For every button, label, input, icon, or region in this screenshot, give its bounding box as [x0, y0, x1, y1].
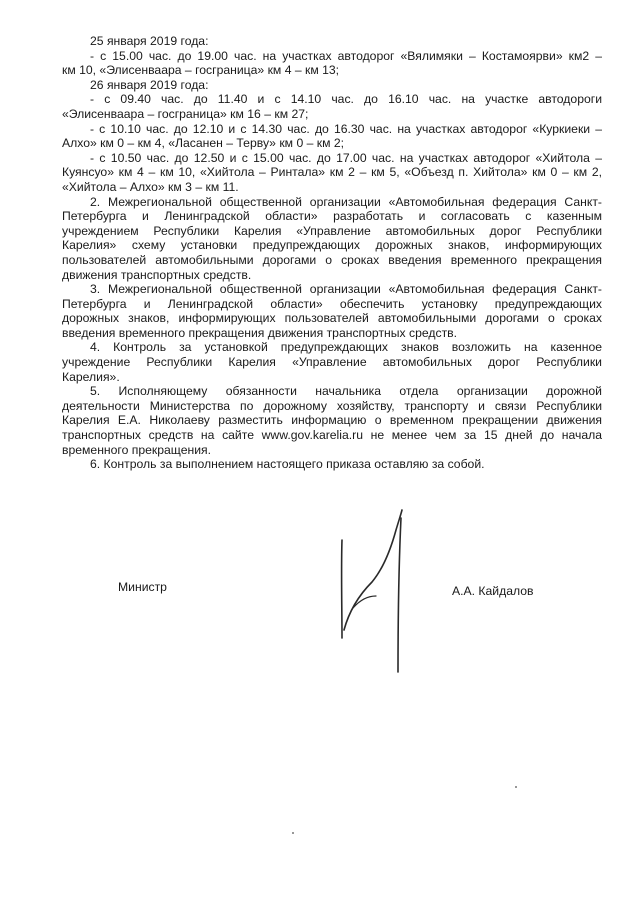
document-line: движения транспортных средств. [62, 267, 252, 282]
document-line: 25 января 2019 года: [90, 34, 209, 48]
document-line: учреждением Республики Карелия «Управление автомобильных дорог Республики [62, 223, 602, 238]
document-line: «Элисенваара – госграница» км 16 – км 27; [62, 106, 309, 121]
document-line: учреждение Республики Карелия «Управление автомобильных дорог Республики [62, 355, 602, 370]
document-line: - с 09.40 час. до 11.40 и с 14.10 час. до 16.10 час. на участке автодороги [90, 92, 602, 107]
document-line: 5. Исполняющему обязанности начальника отдела организации дорожной [90, 384, 602, 399]
document-line: Карелия» схему установки предупреждающих дорожных знаков, информирующих [62, 238, 602, 253]
document-line: 4. Контроль за установкой предупреждающих знаков возложить на казенное [90, 340, 602, 355]
document-line: Куянсуо» км 4 – км 10, «Хийтола – Ринтала» км 2 – км 5, «Объезд п. Хийтола» км 0 – км 2, [62, 165, 602, 180]
document-line: - с 15.00 час. до 19.00 час. на участках автодорог «Вялимяки – Костамоярви» км2 – [90, 48, 602, 63]
scan-speck [515, 786, 517, 788]
document-line: 2. Межрегиональной общественной организации «Автомобильная федерация Санкт- [90, 194, 602, 209]
document-line: - с 10.10 час. до 12.10 и с 14.30 час. до 16.30 час. на участках автодорог «Куркиеки – [90, 121, 602, 136]
document-line: 3. Межрегиональной общественной организации «Автомобильная федерация Санкт- [90, 282, 602, 297]
document-line: деятельности Министерства по дорожному хозяйству, транспорту и связи Республики [62, 398, 602, 413]
signer-name: А.А. Кайдалов [452, 584, 534, 598]
document-line: «Хийтола – Алхо» км 3 – км 11. [62, 179, 239, 194]
document-line: временного прекращения. [62, 442, 212, 457]
document-line: транспортных средств на сайте www.gov.karelia.ru не менее чем за 15 дней до начала [62, 428, 602, 443]
document-line: Петербурга и Ленинградской области» обеспечить установку предупреждающих [62, 296, 602, 311]
document-line: пользователей автомобильными дорогами о сроках введения временного прекращения [62, 252, 602, 267]
document-line: Алхо» км 0 – км 4, «Ласанен – Терву» км 0 – км 2; [62, 136, 345, 151]
document-line: дорожных знаков, информирующих пользователей автомобильными дорогами о сроках [62, 311, 602, 326]
document-line: км 10, «Элисенваара – госграница» км 4 – км 13; [62, 63, 340, 78]
document-line: - с 10.50 час. до 12.50 и с 15.00 час. до 17.00 час. на участках автодорог «Хийтола – [90, 150, 602, 165]
position-title: Министр [118, 580, 167, 594]
document-line: Карелия». [62, 369, 120, 384]
document-line: Петербурга и Ленинградской области» разработать и согласовать с казенным [62, 209, 602, 224]
document-line: введения временного прекращения движения транспортных средств. [62, 325, 458, 340]
document-line: 26 января 2019 года: [90, 77, 209, 92]
scan-speck [292, 832, 294, 834]
handwritten-signature [320, 500, 420, 675]
document-line: Карелия Е.А. Николаеву разместить информацию о временном прекращении движения [62, 413, 602, 428]
document-line: 6. Контроль за выполнением настоящего приказа оставляю за собой. [90, 457, 485, 472]
